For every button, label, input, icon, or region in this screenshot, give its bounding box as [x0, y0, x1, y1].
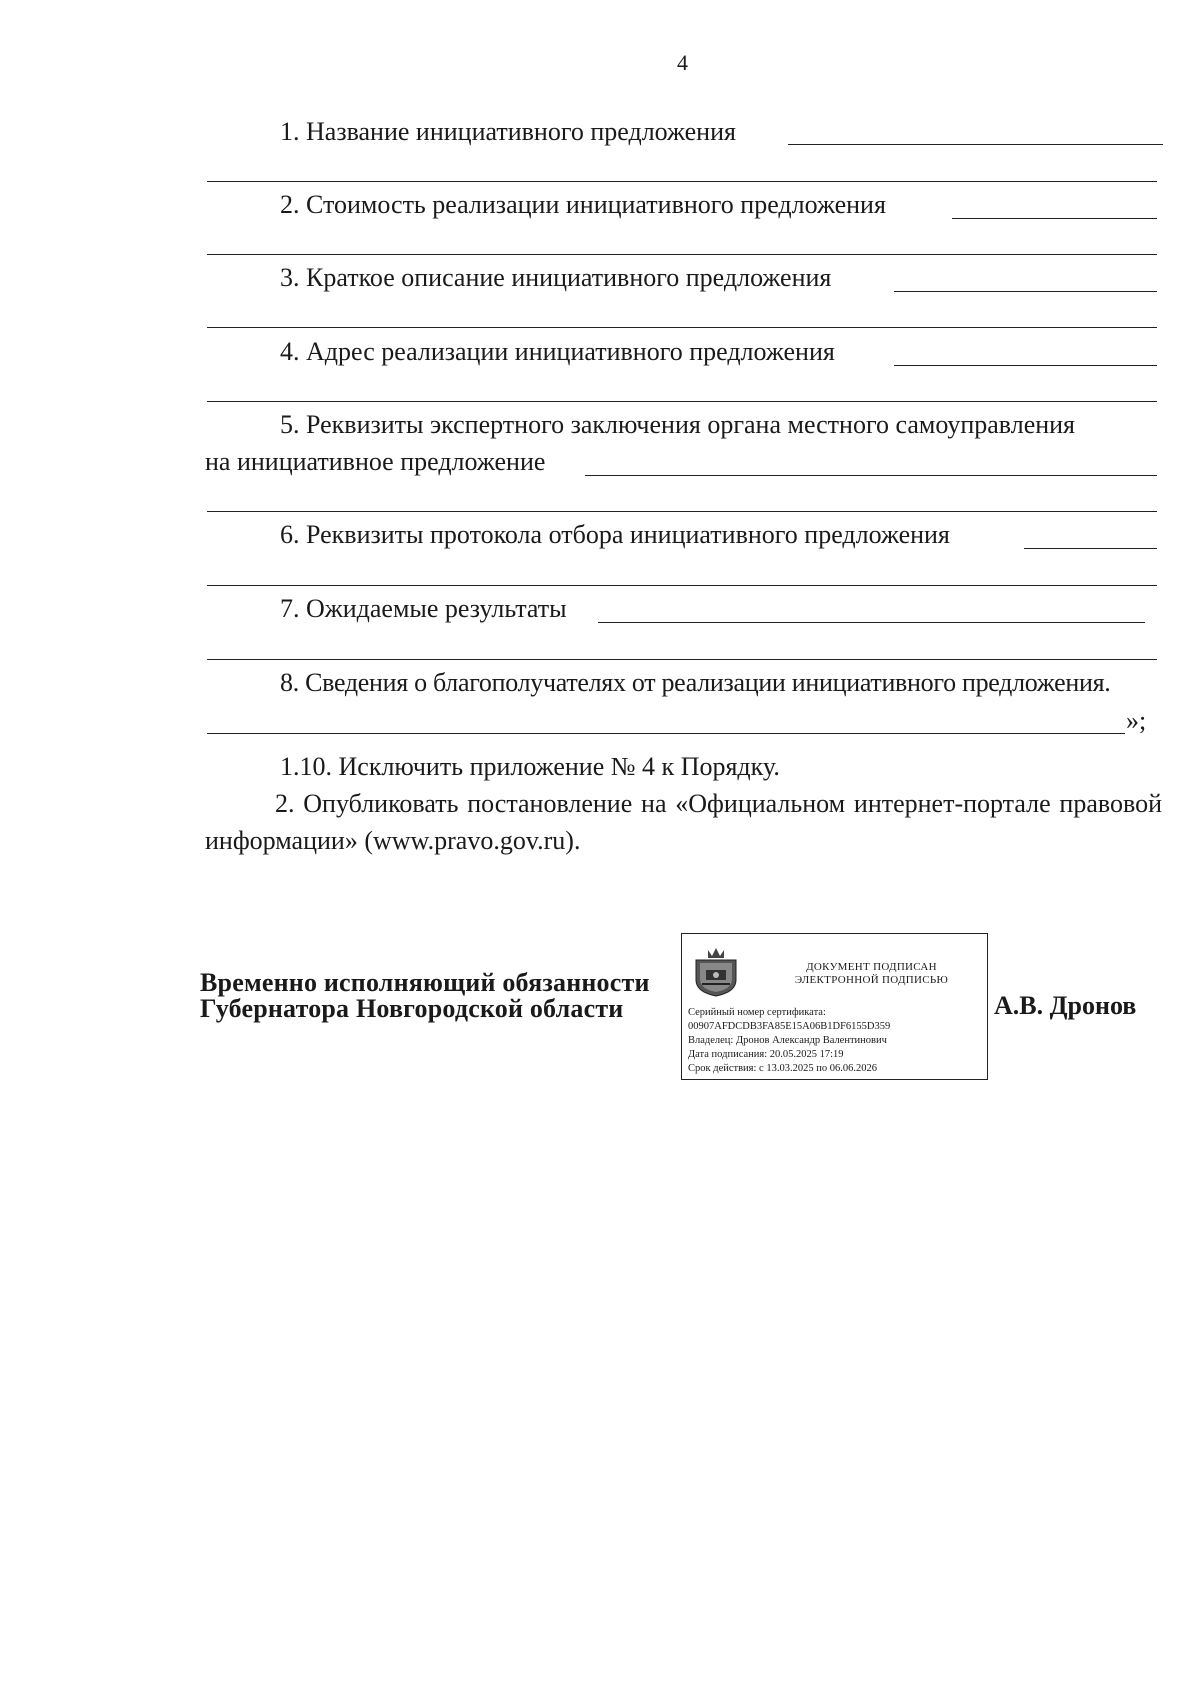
paragraph-2-text: 2. Опубликовать постановление на «Официальном интернет-портале правовой информации» (www.pravo.gov.ru). [205, 789, 1162, 855]
field-3-label: 3. Краткое описание инициативного предложения [280, 263, 832, 292]
field-4-blank [894, 365, 1157, 366]
paragraph-2 [205, 785, 1162, 859]
field-7-label: 7. Ожидаемые результаты [280, 594, 567, 623]
field-3-blank [894, 291, 1157, 292]
field-4-label: 4. Адрес реализации инициативного предложения [280, 337, 835, 366]
field-1-blank-line [207, 181, 1157, 182]
signature-title [200, 970, 650, 1022]
field-6-blank-line [207, 585, 1157, 586]
field-8-closing-quote: »; [1126, 706, 1147, 735]
stamp-signed-date: Дата подписания: 20.05.2025 17:19 [688, 1049, 844, 1060]
stamp-validity: Срок действия: с 13.03.2025 по 06.06.2026 [688, 1063, 877, 1074]
field-2-label: 2. Стоимость реализации инициативного предложения [280, 190, 886, 219]
stamp-details [688, 1006, 890, 1076]
stamp-owner: Владелец: Дронов Александр Валентинович [688, 1035, 887, 1046]
field-4-blank-line [207, 401, 1157, 402]
field-2-blank [952, 218, 1157, 219]
field-5-label-line2: на инициативное предложение [205, 447, 546, 476]
field-3-blank-line [207, 327, 1157, 328]
field-8-blank-line [207, 733, 1125, 734]
field-6-blank [1024, 548, 1157, 549]
field-8-label: 8. Сведения о благополучателях от реализации инициативного предложения. [280, 668, 1111, 697]
signatory-name: А.В. Дронов [994, 991, 1137, 1020]
stamp-serial-label: Серийный номер сертификата: [688, 1007, 826, 1018]
field-5-label-line1: 5. Реквизиты экспертного заключения органа местного самоуправления [280, 410, 1076, 439]
coat-of-arms-icon [692, 946, 740, 998]
field-2-blank-line [207, 254, 1157, 255]
paragraph-1-10: 1.10. Исключить приложение № 4 к Порядку. [280, 752, 780, 781]
field-1-blank [788, 144, 1163, 145]
field-1-label: 1. Название инициативного предложения [280, 117, 736, 146]
stamp-title-line1: ДОКУМЕНТ ПОДПИСАН [806, 961, 937, 973]
field-7-blank [598, 622, 1145, 623]
stamp-serial: 00907AFDCDB3FA85E15A06B1DF6155D359 [688, 1021, 891, 1032]
signature-title-line1: Временно исполняющий обязанности [200, 968, 650, 997]
field-7-blank-line [207, 659, 1157, 660]
field-5-blank-line [207, 511, 1157, 512]
stamp-title [764, 961, 979, 987]
field-6-label: 6. Реквизиты протокола отбора инициативного предложения [280, 520, 950, 549]
stamp-title-line2: ЭЛЕКТРОННОЙ ПОДПИСЬЮ [794, 974, 949, 986]
electronic-signature-stamp [681, 933, 988, 1080]
field-5-blank [585, 475, 1157, 476]
signature-title-line2: Губернатора Новгородской области [200, 994, 624, 1023]
page-number: 4 [677, 50, 688, 75]
